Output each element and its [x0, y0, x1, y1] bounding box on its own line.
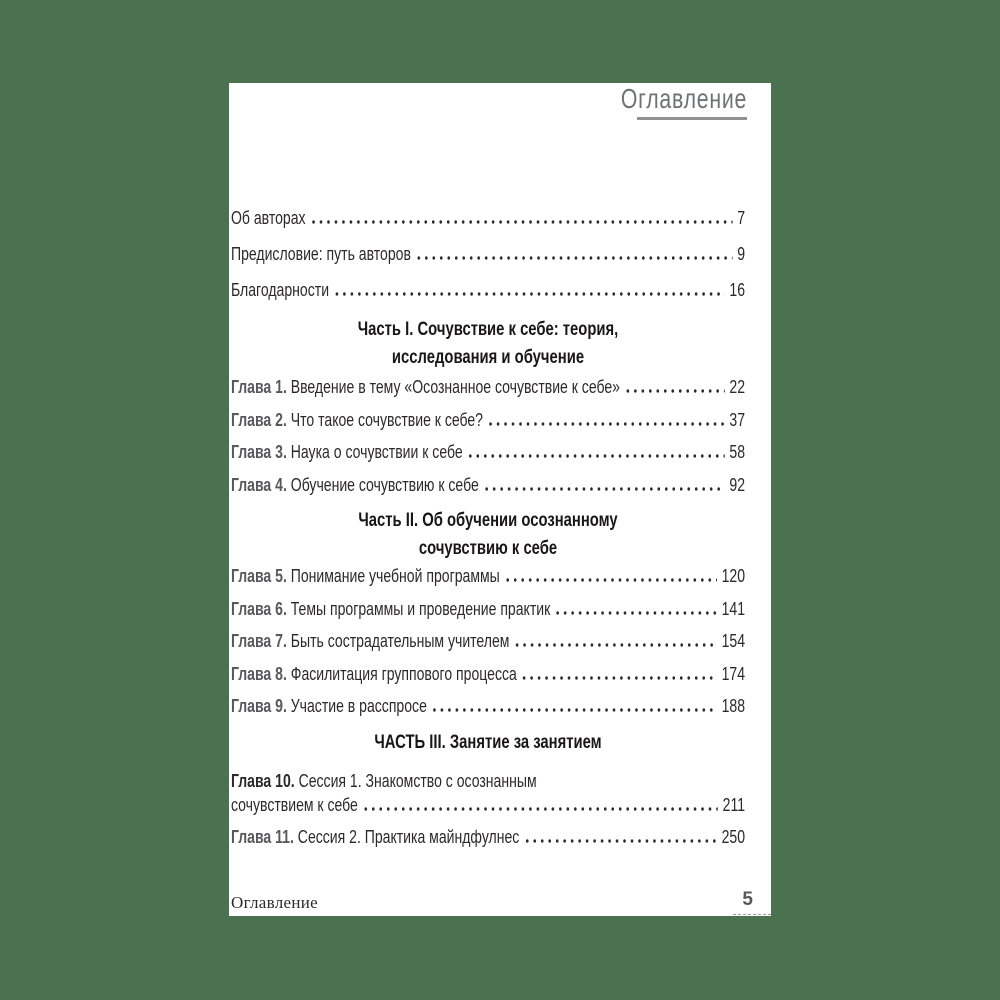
part-heading-line: сочувствию к себе — [418, 538, 558, 559]
entry-page-number: 7 — [737, 208, 746, 228]
entry-page-number: 250 — [721, 827, 746, 847]
toc-content — [231, 83, 745, 860]
book-page — [229, 83, 771, 916]
entry-title — [231, 696, 427, 717]
part-2-chapters — [231, 566, 745, 717]
dot-leader — [415, 256, 733, 260]
dot-leader — [523, 839, 717, 843]
chapter-title: Введение в тему «Осознанное сочувствие к себе» — [290, 377, 620, 397]
entry-title — [231, 566, 500, 587]
entry-title-line-1 — [231, 769, 745, 793]
chapter-title: Участие в расспросе — [290, 696, 427, 716]
toc-entry — [231, 664, 745, 685]
entry-title — [231, 377, 620, 398]
part-1-heading — [231, 316, 745, 372]
toc-entry — [231, 696, 745, 717]
part-3-chapters — [231, 769, 745, 849]
entry-page-number: 9 — [737, 244, 746, 264]
toc-entry — [231, 631, 745, 652]
entry-page-number: 211 — [722, 794, 746, 815]
entry-title: Предисловие: путь авторов — [231, 244, 411, 264]
chapter-title: Темы программы и проведение практик — [290, 598, 551, 619]
entry-title — [231, 442, 463, 463]
entry-title — [231, 827, 519, 848]
dot-leader — [309, 220, 732, 224]
toc-entry — [231, 442, 745, 463]
toc-entry — [231, 769, 745, 816]
chapter-title: Сессия 2. Практика майндфулнес — [297, 827, 520, 847]
chapter-label: Глава 8. — [231, 663, 287, 684]
toc-entry — [231, 410, 745, 431]
toc-entry — [231, 244, 745, 265]
chapter-title: Понимание учебной программы — [290, 566, 500, 586]
part-2-heading — [231, 507, 745, 563]
dot-leader — [362, 807, 718, 811]
entry-page-number: 16 — [729, 280, 746, 300]
chapter-label: Глава 5. — [231, 566, 287, 586]
toc-entry — [231, 566, 745, 587]
entry-title-line-2 — [231, 795, 745, 816]
entry-page-number: 22 — [729, 377, 746, 397]
chapter-label: Глава 1. — [231, 377, 287, 397]
chapter-title: Быть сострадательным учителем — [290, 631, 510, 651]
chapter-title: Обучение сочувствию к себе — [290, 474, 479, 495]
entry-title: Об авторах — [231, 208, 306, 228]
front-matter-list — [231, 208, 745, 301]
chapter-title-continued: сочувствием к себе — [231, 794, 358, 815]
entry-title — [231, 664, 517, 685]
chapter-title: Что такое сочувствие к себе? — [290, 409, 484, 430]
part-heading-line: Часть I. Сочувствие к себе: теория, — [357, 319, 619, 340]
entry-page-number: 37 — [729, 409, 746, 430]
dot-leader — [504, 578, 717, 582]
entry-page-number: 58 — [729, 442, 746, 462]
toc-entry — [231, 208, 745, 229]
part-heading-line: Часть II. Об обучении осознанному — [358, 510, 618, 531]
footer-running-title: Оглавление — [231, 893, 318, 912]
entry-page-number: 174 — [721, 663, 746, 684]
toc-entry — [231, 475, 745, 496]
dot-leader — [554, 611, 717, 615]
chapter-label: Глава 11. — [231, 827, 294, 847]
toc-entry — [231, 377, 745, 398]
chapter-label: Глава 10. — [231, 770, 295, 791]
entry-page-number: 120 — [721, 566, 746, 586]
dot-leader — [513, 643, 717, 647]
part-3-heading — [231, 729, 745, 757]
entry-page-number: 141 — [721, 598, 746, 619]
part-heading-line: исследования и обучение — [391, 347, 585, 368]
entry-title — [231, 410, 483, 431]
entry-title — [231, 475, 479, 496]
running-header-title: Оглавление — [620, 83, 747, 114]
dot-leader — [431, 708, 717, 712]
dot-leader — [521, 676, 717, 680]
entry-page-number: 154 — [721, 631, 746, 651]
entry-title: Благодарности — [231, 280, 330, 300]
entry-page-number: 92 — [729, 474, 746, 495]
part-1-chapters — [231, 377, 745, 496]
chapter-title: Сессия 1. Знакомство с осознанным — [298, 770, 537, 791]
chapter-label: Глава 3. — [231, 442, 287, 462]
toc-entry — [231, 280, 745, 301]
chapter-title: Наука о сочувствии к себе — [290, 442, 463, 462]
dot-leader — [487, 422, 725, 426]
chapter-label: Глава 7. — [231, 631, 287, 651]
footer-page-number: 5 — [742, 889, 753, 910]
chapter-label: Глава 9. — [231, 696, 287, 716]
dot-leader — [483, 487, 725, 491]
toc-entry — [231, 827, 745, 848]
dot-leader — [624, 389, 725, 393]
chapter-title: Фасилитация группового процесса — [290, 663, 517, 684]
entry-title — [231, 631, 509, 652]
toc-entry — [231, 599, 745, 620]
footer-rule — [733, 914, 771, 915]
chapter-label: Глава 2. — [231, 409, 287, 430]
chapter-label: Глава 4. — [231, 474, 287, 495]
part-heading-line: ЧАСТЬ III. Занятие за занятием — [374, 731, 602, 753]
entry-page-number: 188 — [721, 696, 746, 716]
dot-leader — [333, 292, 725, 296]
chapter-label: Глава 6. — [231, 598, 287, 619]
entry-title — [231, 599, 550, 620]
dot-leader — [467, 454, 725, 458]
